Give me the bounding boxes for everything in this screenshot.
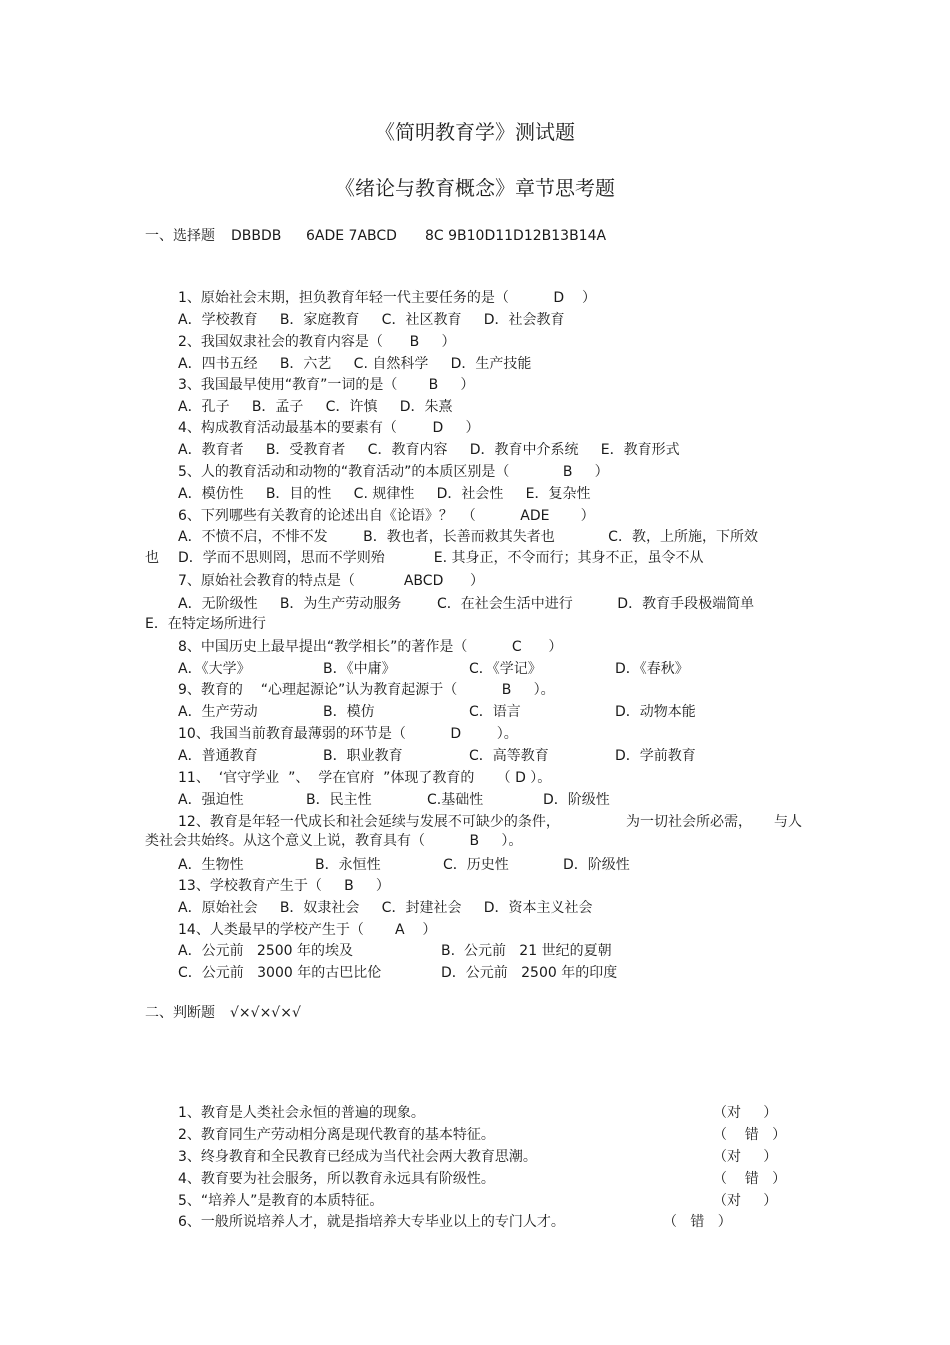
question-12-line1-mid: 为一切社会所必需，: [626, 814, 752, 830]
page-title: 《简明教育学》测试题: [375, 120, 575, 144]
question-12-option-a: A．生物性: [178, 857, 244, 873]
question-10: 10、我国当前教育最薄弱的环节是（ D ）。: [178, 726, 518, 742]
question-8-option-d: D．《春秋》: [615, 661, 689, 677]
answer-key-2: 6ADE 7ABCD: [306, 228, 397, 244]
chapter-subtitle: 《绪论与教育概念》章节思考题: [335, 176, 615, 200]
judgment-6-text: 6、一般所说培养人才，就是指培养大专毕业以上的专门人才。: [178, 1214, 565, 1230]
judgment-4-text: 4、教育要为社会服务，所以教育永远具有阶级性。: [178, 1171, 495, 1187]
question-8-option-c: C．《学记》: [469, 661, 542, 677]
question-9: 9、教育的 “心理起源论”认为教育起源于（ B ）。: [178, 682, 555, 698]
question-14-option-b: B. 公元前 21 世纪的夏朝: [441, 943, 612, 959]
question-12-option-b: B．永恒性: [315, 857, 381, 873]
question-14-option-d: D．公元前 2500 年的印度: [441, 965, 618, 981]
question-14-option-c: C．公元前 3000 年的古巴比伦: [178, 965, 382, 981]
question-13-options: A．原始社会 B．奴隶社会 C．封建社会 D．资本主义社会: [178, 900, 593, 916]
question-14: 14、人类最早的学校产生于（ A ）: [178, 922, 437, 938]
judgment-1-text: 1、教育是人类社会永恒的普遍的现象。: [178, 1105, 425, 1121]
judgment-1-mark: （对 ）: [713, 1105, 778, 1121]
question-7-options-line1: A．无阶级性 B．为生产劳动服务 C．在社会生活中进行 D．教育手段极端简单: [178, 596, 755, 612]
question-10-option-a: A．普通教育: [178, 748, 258, 764]
question-6-options-line1: A．不愤不启，不悱不发 B．教也者，长善而救其失者也 C．教，上所施，下所效: [178, 529, 758, 545]
question-1-options: A．学校教育 B．家庭教育 C．社区教育 D．社会教育: [178, 312, 565, 328]
question-12-line2: 类社会共始终。从这个意义上说，教育具有（ B ）。: [145, 833, 523, 849]
question-3: 3、我国最早使用“教育”一词的是（ B ）: [178, 377, 475, 393]
question-12-line1: 12、教育是年轻一代成长和社会延续与发展不可缺少的条件，: [178, 814, 560, 830]
answer-key-1: DBBDB: [231, 228, 282, 244]
section-choice-label: 一、选择题: [145, 228, 215, 244]
judgment-2-text: 2、教育同生产劳动相分离是现代教育的基本特征。: [178, 1127, 495, 1143]
question-4-options: A．教育者 B．受教育者 C．教育内容 D．教育中介系统 E．教育形式: [178, 442, 680, 458]
question-11-option-a: A．强迫性: [178, 792, 244, 808]
question-10-option-d: D．学前教育: [615, 748, 696, 764]
judgment-4-mark: （ 错 ）: [713, 1171, 787, 1187]
question-9-option-c: C．语言: [469, 704, 521, 720]
question-6: 6、下列哪些有关教育的论述出自《论语》？ （ ADE ）: [178, 508, 595, 524]
question-7: 7、原始社会教育的特点是（ ABCD ）: [178, 573, 485, 589]
question-3-options: A．孔子 B．孟子 C．许慎 D．朱熹: [178, 399, 453, 415]
question-12-line1-end: 与人: [774, 814, 802, 830]
question-12-option-d: D．阶级性: [563, 857, 630, 873]
question-11: 11、 ‘官守学业 ”、 学在官府 ”体现了教育的 （ D ）。: [178, 770, 552, 786]
question-9-option-a: A．生产劳动: [178, 704, 258, 720]
judgment-5-mark: （对 ）: [713, 1193, 778, 1209]
question-10-option-c: C．高等教育: [469, 748, 549, 764]
question-5-options: A．模仿性 B．目的性 C. 规律性 D．社会性 E．复杂性: [178, 486, 591, 502]
question-11-option-c: C.基础性: [427, 792, 484, 808]
question-8-option-b: B．《中庸》: [323, 661, 396, 677]
question-2: 2、我国奴隶社会的教育内容是（ B ）: [178, 334, 456, 350]
judgment-3-text: 3、终身教育和全民教育已经成为当代社会两大教育思潮。: [178, 1149, 537, 1165]
question-5: 5、人的教育活动和动物的“教育活动”的本质区别是（ B ）: [178, 464, 609, 480]
question-9-option-d: D．动物本能: [615, 704, 696, 720]
question-8: 8、中国历史上最早提出“教学相长”的著作是（ C ）: [178, 639, 563, 655]
question-13: 13、学校教育产生于（ B ）: [178, 878, 390, 894]
question-4: 4、构成教育活动最基本的要素有（ D ）: [178, 420, 480, 436]
judgment-answer-key: √×√×√×√: [230, 1005, 301, 1021]
question-9-option-b: B．模仿: [323, 704, 375, 720]
question-2-options: A．四书五经 B．六艺 C. 自然科学 D．生产技能: [178, 356, 532, 372]
question-1: 1、原始社会末期，担负教育年轻一代主要任务的是（ D ）: [178, 290, 596, 306]
question-11-option-d: D．阶级性: [543, 792, 610, 808]
question-10-option-b: B．职业教育: [323, 748, 403, 764]
question-14-option-a: A．公元前 2500 年的埃及: [178, 943, 354, 959]
question-6-options-line2-prefix: 也: [145, 550, 159, 566]
question-11-option-b: B．民主性: [306, 792, 372, 808]
judgment-3-mark: （对 ）: [713, 1149, 778, 1165]
question-6-options-line2: D．学而不思则罔，思而不学则殆 E. 其身正，不令而行；其身不正，虽令不从: [178, 550, 704, 566]
question-8-option-a: A．《大学》: [178, 661, 251, 677]
judgment-5-text: 5、“培养人”是教育的本质特征。: [178, 1193, 384, 1209]
question-12-option-c: C．历史性: [443, 857, 509, 873]
question-7-options-line2: E．在特定场所进行: [145, 616, 266, 632]
judgment-2-mark: （ 错 ）: [713, 1127, 787, 1143]
judgment-6-mark: （ 错 ）: [663, 1214, 732, 1230]
section-judgment-label: 二、判断题: [145, 1005, 215, 1021]
answer-key-3: 8C 9B10D11D12B13B14A: [425, 228, 607, 244]
